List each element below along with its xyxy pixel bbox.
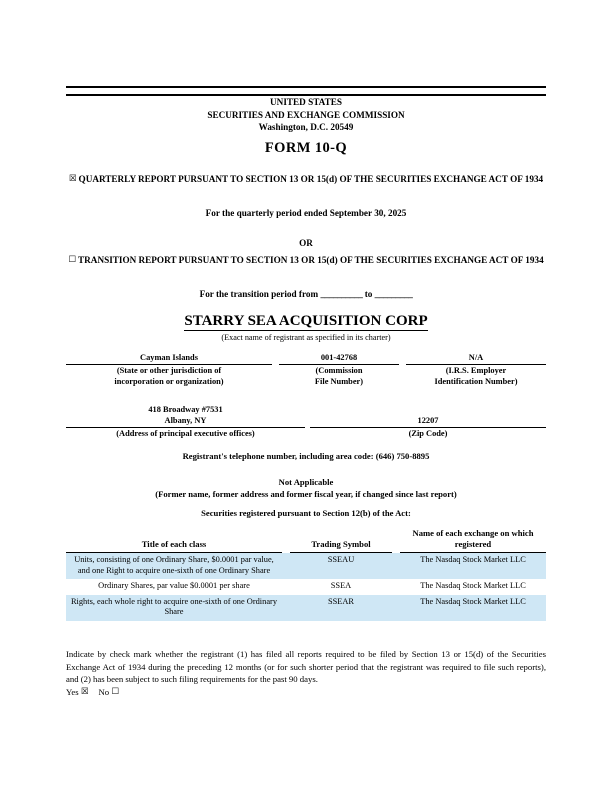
securities-section-label: Securities registered pursuant to Section 12(b) of the Act: — [201, 508, 411, 518]
zip-caption: (Zip Code) — [408, 429, 448, 438]
quarterly-report-statement — [66, 173, 546, 186]
jurisdiction-state-caption-line2: incorporation or organization) — [114, 376, 224, 386]
column-gap-2 — [392, 528, 400, 553]
cell-gap — [282, 595, 290, 621]
address-column — [66, 404, 305, 440]
registrant-name — [66, 313, 546, 330]
cell-gap — [282, 579, 290, 595]
security-title: Rights, each whole right to acquire one-sixth of one Ordinary Share — [66, 595, 282, 621]
heading-line-washington: Washington, D.C. 20549 — [258, 122, 354, 132]
quarterly-report-label: QUARTERLY REPORT PURSUANT TO SECTION 13 OR 15(d) OF THE SECURITIES EXCHANGE ACT OF 1934 — [78, 174, 544, 184]
commission-file-number-caption — [279, 366, 399, 387]
irs-employer-id-value: N/A — [406, 352, 546, 365]
commission-caption-line2: File Number) — [314, 376, 364, 386]
commission-caption-line1: (Commission — [315, 366, 363, 375]
compliance-paragraph: Indicate by check mark whether the registrant (1) has filed all reports required to be filed by Section 13 or 15(d) of the Securities Exchange Act of 1934 during the preceding 12 months (or for such shorter period that the registrant was required to file such reports), and (2) has been subject to such filing requirements for the past 90 days. — [66, 649, 546, 685]
security-exchange: The Nasdaq Stock Market LLC — [400, 595, 546, 621]
jurisdiction-row — [66, 352, 546, 387]
registrant-name-caption: (Exact name of registrant as specified in its charter) — [221, 333, 391, 342]
security-exchange: The Nasdaq Stock Market LLC — [400, 553, 546, 580]
zip-column — [310, 404, 546, 440]
agency-heading — [66, 96, 546, 134]
registrant-phone: Registrant's telephone number, including area code: (646) 750-8895 — [182, 451, 430, 461]
security-title: Ordinary Shares, par value $0.0001 per share — [98, 581, 250, 590]
transition-period-mid: to — [364, 289, 373, 299]
former-name-block — [66, 476, 546, 500]
transition-report-label: TRANSITION REPORT PURSUANT TO SECTION 13 OR 15(d) OF THE SECURITIES EXCHANGE ACT OF 1934 — [78, 255, 544, 265]
compliance-answer-row — [66, 686, 546, 699]
securities-table-header-row — [66, 528, 546, 553]
transition-period-from-blank[interactable]: __________ — [320, 289, 363, 299]
irs-employer-id-caption — [406, 366, 546, 387]
jurisdiction-state-value: Cayman Islands — [66, 352, 272, 365]
no-checkbox[interactable]: ☐ — [111, 686, 120, 697]
irs-caption-line2: Identification Number) — [434, 376, 518, 386]
heading-line-united-states: UNITED STATES — [270, 97, 342, 107]
column-gap-1 — [282, 528, 290, 553]
yes-checkbox[interactable]: ☒ — [80, 686, 89, 697]
security-symbol: SSEAR — [290, 595, 392, 621]
jurisdiction-commission-column — [279, 352, 399, 387]
quarterly-report-checkbox[interactable]: ☒ — [68, 174, 77, 184]
cell-gap — [282, 553, 290, 580]
transition-period-prefix: For the transition period from — [199, 289, 319, 299]
jurisdiction-state-caption — [66, 366, 272, 387]
jurisdiction-state-caption-line1: (State or other jurisdiction of — [116, 366, 222, 375]
table-row — [66, 595, 546, 621]
jurisdiction-state-column — [66, 352, 272, 387]
cell-gap — [392, 595, 400, 621]
transition-report-statement — [66, 254, 546, 267]
column-header-trading-symbol: Trading Symbol — [290, 528, 392, 553]
address-street: 418 Broadway #7531 — [148, 405, 223, 414]
zip-value: 12207 — [310, 404, 546, 428]
securities-table — [66, 528, 546, 621]
no-label: No — [98, 686, 110, 697]
transition-period-line — [66, 288, 546, 301]
form-title: FORM 10-Q — [264, 140, 348, 156]
column-header-title-of-class: Title of each class — [66, 528, 282, 553]
former-name-value: Not Applicable — [278, 477, 334, 487]
transition-report-checkbox[interactable]: ☐ — [68, 255, 77, 265]
table-row — [66, 579, 546, 595]
document-page — [66, 0, 546, 792]
security-symbol: SSEA — [330, 581, 352, 590]
column-header-exchange: Name of each exchange on which registered — [400, 528, 546, 553]
security-exchange: The Nasdaq Stock Market LLC — [420, 581, 526, 590]
registrant-name-text: STARRY SEA ACQUISITION CORP — [184, 313, 428, 329]
cell-gap — [392, 579, 400, 595]
yes-label: Yes — [66, 686, 79, 697]
commission-file-number-value: 001-42768 — [279, 352, 399, 365]
address-city-state: Albany, NY — [164, 416, 207, 425]
security-title: Units, consisting of one Ordinary Share, $0.0001 par value, and one Right to acquire one-sixth of one Ordinary Share — [66, 553, 282, 580]
irs-caption-line1: (I.R.S. Employer — [445, 366, 507, 375]
transition-period-to-blank[interactable]: _________ — [374, 289, 413, 299]
former-name-caption: (Former name, former address and former fiscal year, if changed since last report) — [155, 489, 457, 499]
heading-line-commission: SECURITIES AND EXCHANGE COMMISSION — [207, 109, 405, 120]
jurisdiction-irs-column — [406, 352, 546, 387]
table-row — [66, 553, 546, 580]
security-symbol: SSEAU — [290, 553, 392, 580]
or-divider-label: OR — [299, 238, 313, 248]
quarterly-period-line: For the quarterly period ended September 30, 2025 — [205, 208, 407, 218]
address-caption: (Address of principal executive offices) — [116, 429, 255, 438]
address-row — [66, 404, 546, 440]
cell-gap — [392, 553, 400, 580]
compliance-paragraph-block — [66, 648, 546, 698]
address-value — [66, 404, 305, 428]
top-rule-bar — [66, 86, 546, 96]
